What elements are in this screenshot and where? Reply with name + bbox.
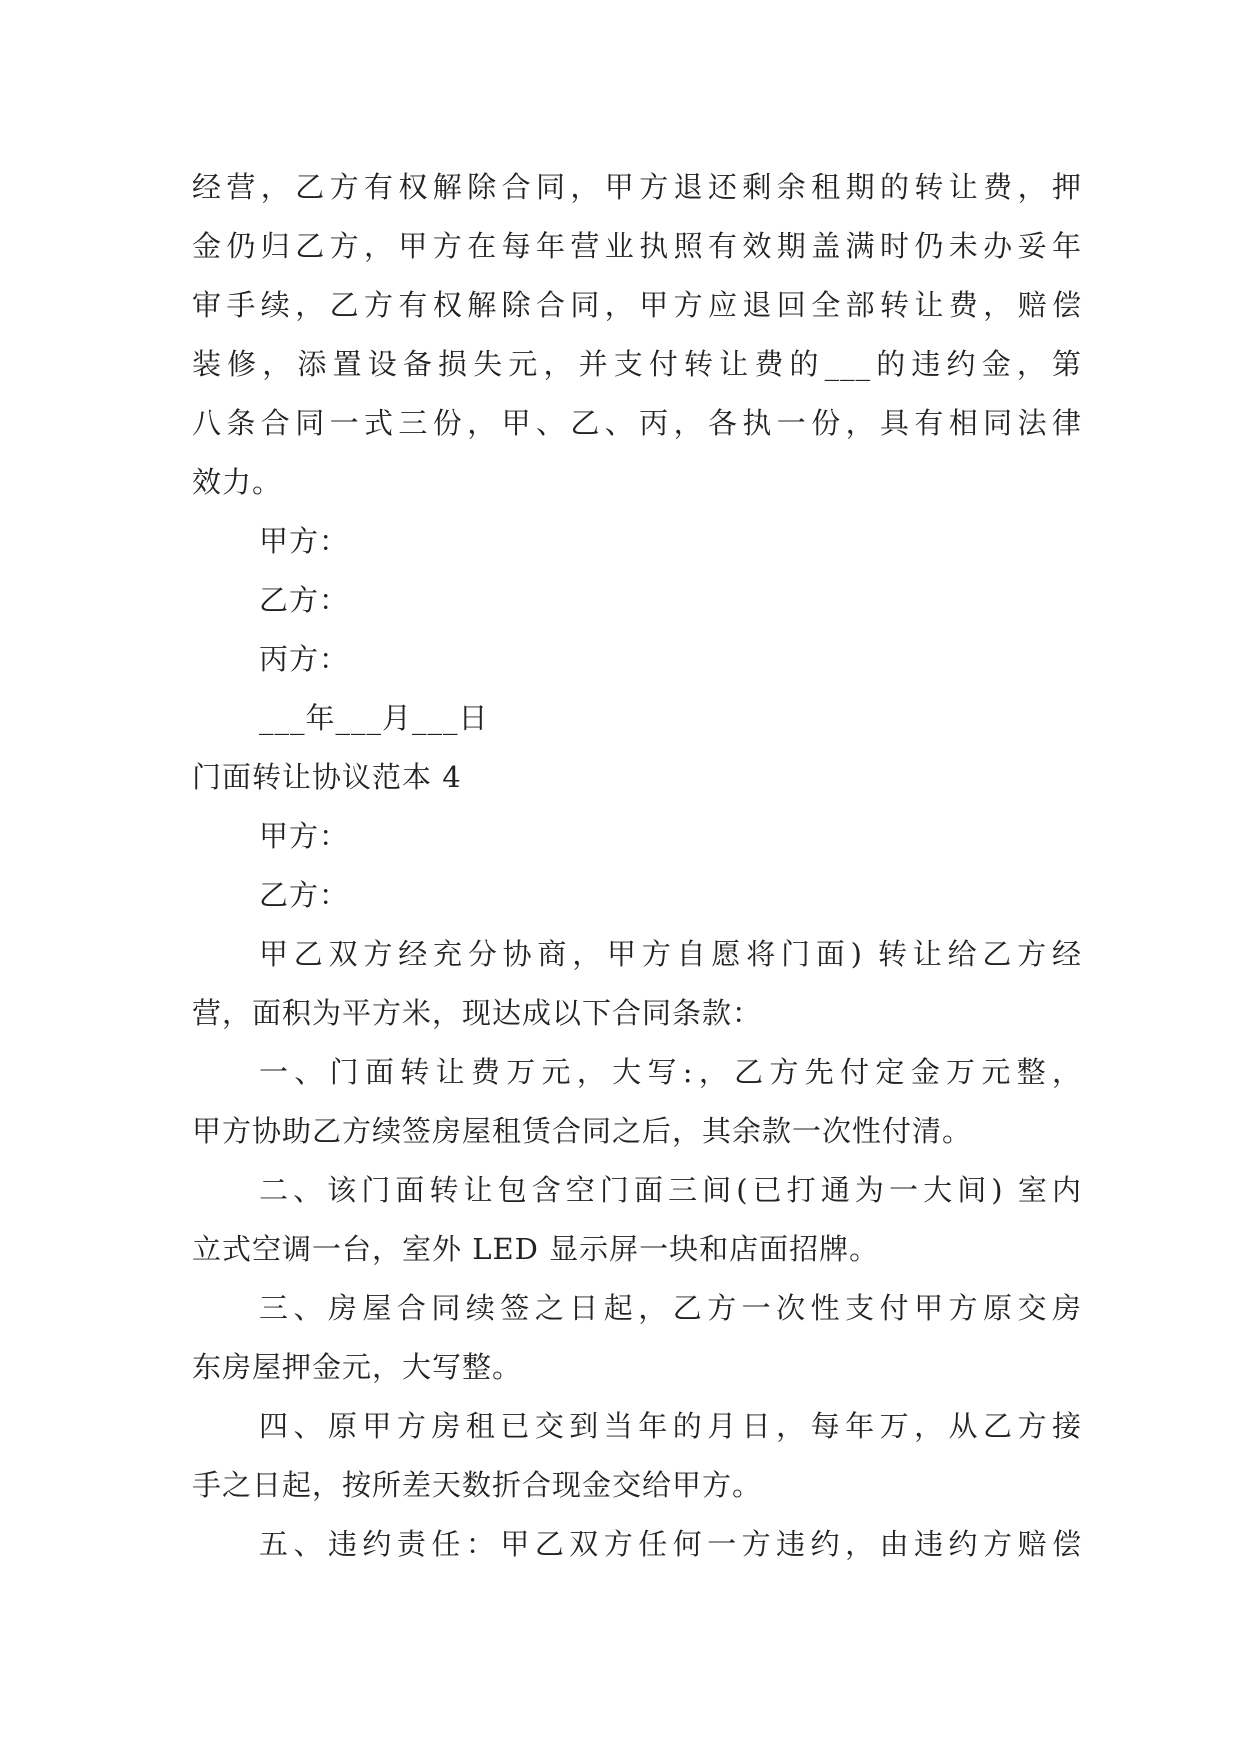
- signature-party-jia: 甲方：: [259, 524, 350, 558]
- text-line: 立式空调一台，室外 LED 显示屏一块和店面招牌。: [192, 1232, 880, 1266]
- text-line: 三、房屋合同续签之日起，乙方一次性支付甲方原交房: [259, 1291, 1082, 1325]
- text-line: 装修，添置设备损失元，并支付转让费的___的违约金，第: [192, 347, 1082, 381]
- text-line: 审手续，乙方有权解除合同，甲方应退回全部转让费，赔偿: [192, 288, 1082, 322]
- document-body: [192, 158, 1082, 1574]
- paragraph-termination: [192, 158, 1082, 512]
- clause-4: [192, 1397, 1082, 1515]
- text-line: 甲方协助乙方续签房屋租赁合同之后，其余款一次性付清。: [192, 1114, 973, 1148]
- clause-3: [192, 1279, 1082, 1397]
- signature-party-bing: 丙方：: [259, 642, 350, 676]
- text-line: 手之日起，按所差天数折合现金交给甲方。: [192, 1468, 763, 1502]
- section-title: 门面转让协议范本 4: [192, 760, 462, 794]
- clause-2: [192, 1161, 1082, 1279]
- text-line: 五、违约责任：甲乙双方任何一方违约，由违约方赔偿: [259, 1527, 1082, 1561]
- paragraph-intro: [192, 925, 1082, 1043]
- signature-party-yi: 乙方：: [259, 583, 350, 617]
- signature-date: ___年___月___日: [259, 701, 489, 735]
- text-line: 甲乙双方经充分协商，甲方自愿将门面) 转让给乙方经: [259, 937, 1082, 971]
- text-line: 二、该门面转让包含空门面三间(已打通为一大间) 室内: [259, 1173, 1082, 1207]
- party-jia: 甲方：: [259, 819, 350, 853]
- party-yi: 乙方：: [259, 878, 350, 912]
- text-line: 效力。: [192, 465, 283, 499]
- text-line: 东房屋押金元，大写整。: [192, 1350, 523, 1384]
- text-line: 八条合同一式三份，甲、乙、丙，各执一份，具有相同法律: [192, 406, 1082, 440]
- text-line: 营，面积为平方米，现达成以下合同条款：: [192, 996, 763, 1030]
- clause-5: [192, 1515, 1082, 1574]
- text-line: 金仍归乙方，甲方在每年营业执照有效期盖满时仍未办妥年: [192, 229, 1082, 263]
- text-line: 经营，乙方有权解除合同，甲方退还剩余租期的转让费，押: [192, 170, 1082, 204]
- text-line: 四、原甲方房租已交到当年的月日，每年万，从乙方接: [259, 1409, 1082, 1443]
- clause-1: [192, 1043, 1082, 1161]
- text-line: 一、门面转让费万元，大写:，乙方先付定金万元整，: [259, 1055, 1082, 1089]
